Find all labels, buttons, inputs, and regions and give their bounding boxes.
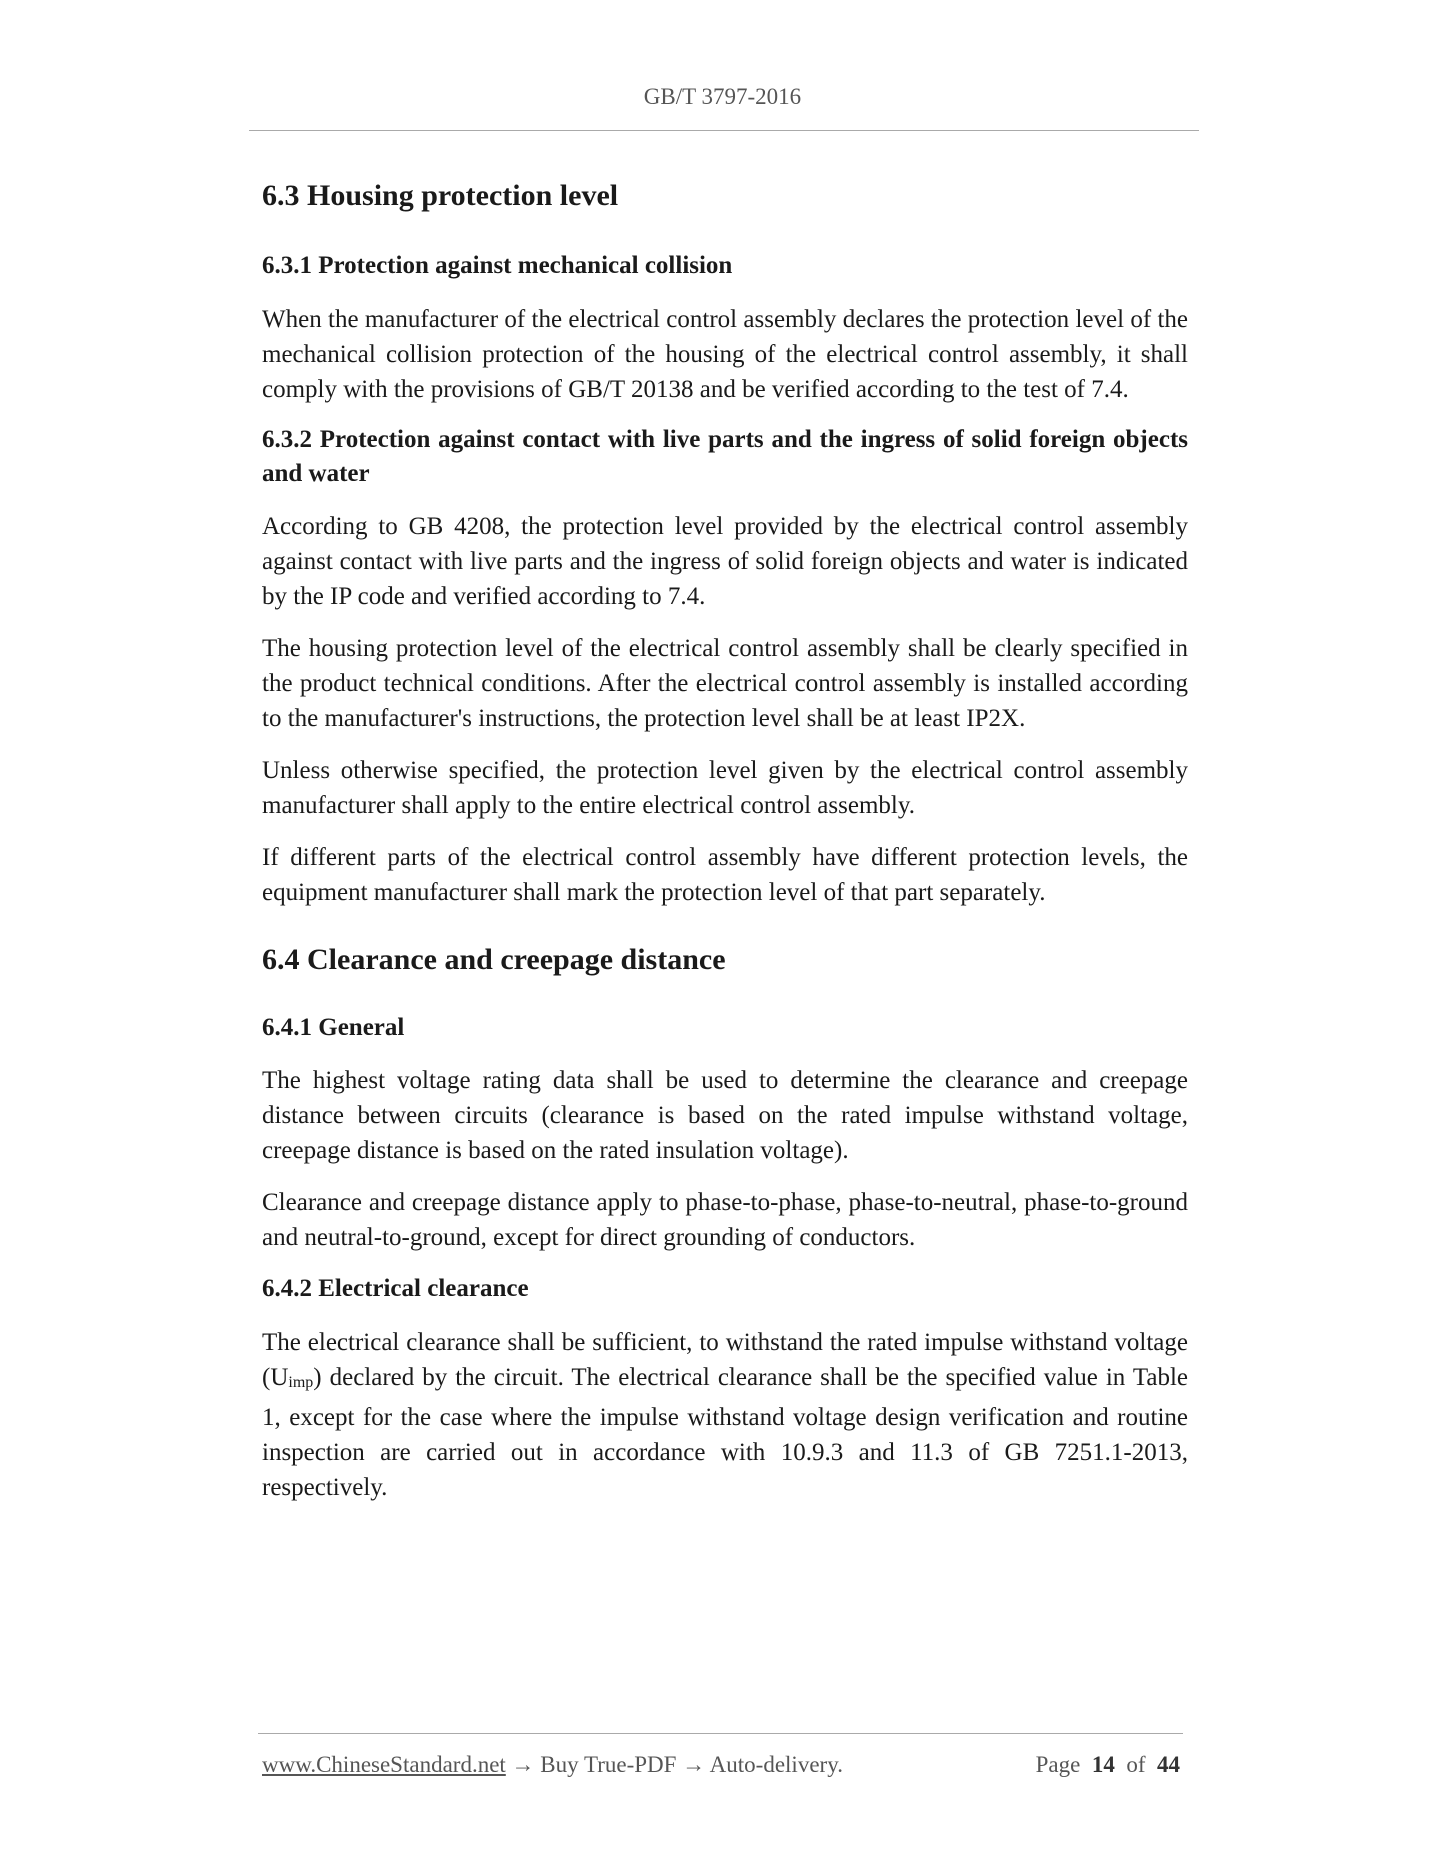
page-indicator <box>1036 1752 1180 1778</box>
section-6-3-2-paragraph-4: If different parts of the electrical control assembly have different protection levels, the equipment manufacturer shall mark the protection level of that part separately. <box>262 843 1188 906</box>
section-6-4-2-paragraph <box>262 1325 1188 1505</box>
section-6-3-1-paragraph: When the manufacturer of the electrical control assembly declares the protection level of the mechanical collision protection of the housing of the electrical control assembly, it shall comply with the provisions of GB/T 20138 and be verified according to the test of 7.4. <box>262 305 1188 403</box>
subscript-imp: imp <box>288 1373 314 1391</box>
page-label: Page <box>1035 1752 1081 1777</box>
auto-delivery-text: Auto-delivery. <box>709 1752 843 1777</box>
section-6-4-1-heading: 6.4.1 General <box>262 1013 405 1041</box>
arrow-right-icon: → <box>682 1752 706 1777</box>
section-6-3-2-paragraph-1: According to GB 4208, the protection level provided by the electrical control assembly against contact with live parts and the ingress of solid foreign objects and water is indicated by the IP code and verified according to 7.4. <box>262 512 1188 610</box>
section-6-4-1-paragraph-1: The highest voltage rating data shall be used to determine the clearance and creepage distance between circuits (clearance is based on the rated impulse withstand voltage, creepage distance is based on the rated insulation voltage). <box>262 1067 1188 1164</box>
total-pages: 44 <box>1157 1752 1180 1777</box>
footer-promo <box>262 1752 843 1778</box>
footer-divider <box>258 1733 1183 1734</box>
section-6-3-2-heading: 6.3.2 Protection against contact with live parts and the ingress of solid foreign objects and water <box>262 425 1188 487</box>
header-divider <box>249 130 1199 131</box>
section-6-4-2-heading: 6.4.2 Electrical clearance <box>262 1275 529 1302</box>
section-6-3-2-paragraph-3: Unless otherwise specified, the protection level given by the electrical control assembly manufacturer shall apply to the entire electrical control assembly. <box>262 756 1188 819</box>
section-6-4-heading: 6.4 Clearance and creepage distance <box>262 942 726 976</box>
of-label: of <box>1126 1752 1146 1777</box>
paragraph-text-start: The electrical clearance shall be sufficient, to withstand the rated impulse withstand voltage (U <box>262 1328 1188 1391</box>
running-header: GB/T 3797-2016 <box>643 84 802 109</box>
section-6-3-2-paragraph-2: The housing protection level of the electrical control assembly shall be clearly specified in the product technical conditions. After the electrical control assembly is installed according to the manufacturer's instructions, the protection level shall be at least IP2X. <box>262 634 1188 732</box>
website-link[interactable]: www.ChineseStandard.net <box>262 1752 506 1777</box>
buy-pdf-text: Buy True-PDF <box>540 1752 677 1777</box>
section-6-3-heading: 6.3 Housing protection level <box>262 179 619 212</box>
page-body <box>262 168 1188 1505</box>
section-6-3-1-heading: 6.3.1 Protection against mechanical collision <box>262 252 733 279</box>
section-6-4-1-paragraph-2: Clearance and creepage distance apply to phase-to-phase, phase-to-neutral, phase-to-ground and neutral-to-ground, except for direct grounding of conductors. <box>262 1189 1188 1251</box>
arrow-right-icon: → <box>511 1752 535 1777</box>
paragraph-text-end: ) declared by the circuit. The electrical clearance shall be the specified value in Table 1, except for the case where the impulse withstand voltage design verification and routine inspection are carried out in accordance with 10.9.3 and 11.3 of GB 7251.1-2013, respectively. <box>262 1363 1188 1501</box>
page-number: 14 <box>1091 1752 1115 1777</box>
